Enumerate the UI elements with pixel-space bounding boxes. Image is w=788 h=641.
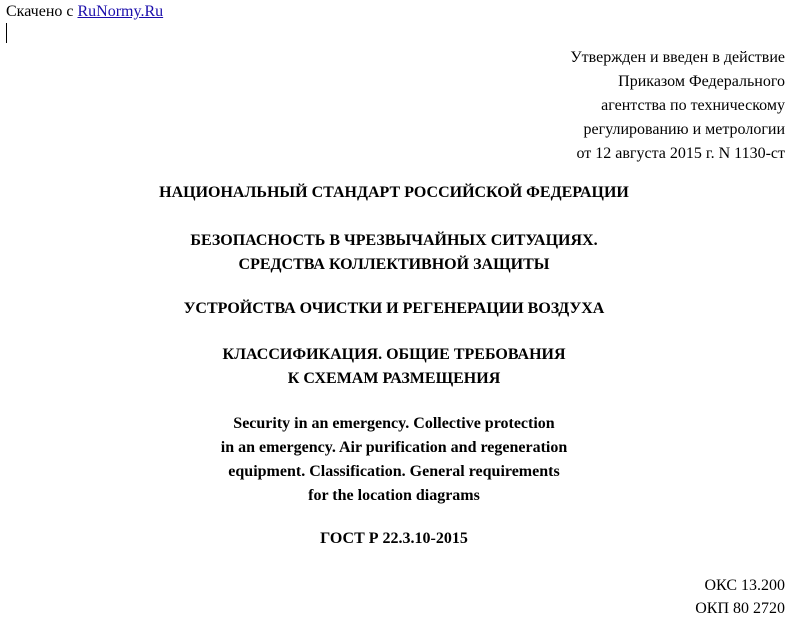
english-title-line: Security in an emergency. Collective protection [233,415,555,432]
english-title-line: equipment. Classification. General requirements [228,463,560,480]
safety-heading-line: СРЕДСТВА КОЛЛЕКТИВНОЙ ЗАЩИТЫ [238,256,550,273]
approval-line: агентства по техническому [601,97,785,114]
english-title-line: for the location diagrams [308,487,480,504]
approval-block [425,46,785,166]
okp-code: ОКП 80 2720 [695,600,785,617]
standard-title-text: НАЦИОНАЛЬНЫЙ СТАНДАРТ РОССИЙСКОЙ ФЕДЕРАЦИИ [159,184,629,201]
approval-line: от 12 августа 2015 г. N 1130-ст [576,145,785,162]
download-source-line [6,2,163,21]
oks-code: ОКС 13.200 [704,577,785,594]
approval-line: регулированию и метрологии [583,121,785,138]
classification-heading [0,343,788,391]
devices-heading-text: УСТРОЙСТВА ОЧИСТКИ И РЕГЕНЕРАЦИИ ВОЗДУХА [183,300,605,317]
text-cursor [6,23,7,43]
runormy-link[interactable]: RuNormy.Ru [77,3,164,20]
approval-line: Приказом Федерального [618,73,785,90]
approval-line: Утвержден и введен в действие [570,49,785,66]
download-source-prefix: Скачено с [6,3,74,20]
classification-codes [695,574,785,620]
classification-heading-line: КЛАССИФИКАЦИЯ. ОБЩИЕ ТРЕБОВАНИЯ [222,346,566,363]
english-title [0,412,788,508]
devices-heading [0,297,788,321]
gost-number [0,527,788,551]
classification-heading-line: К СХЕМАМ РАЗМЕЩЕНИЯ [287,370,501,387]
safety-heading-line: БЕЗОПАСНОСТЬ В ЧРЕЗВЫЧАЙНЫХ СИТУАЦИЯХ. [190,232,598,249]
standard-title [0,181,788,205]
safety-heading [0,229,788,277]
gost-number-text: ГОСТ Р 22.3.10-2015 [320,530,468,547]
english-title-line: in an emergency. Air purification and regeneration [220,439,568,456]
